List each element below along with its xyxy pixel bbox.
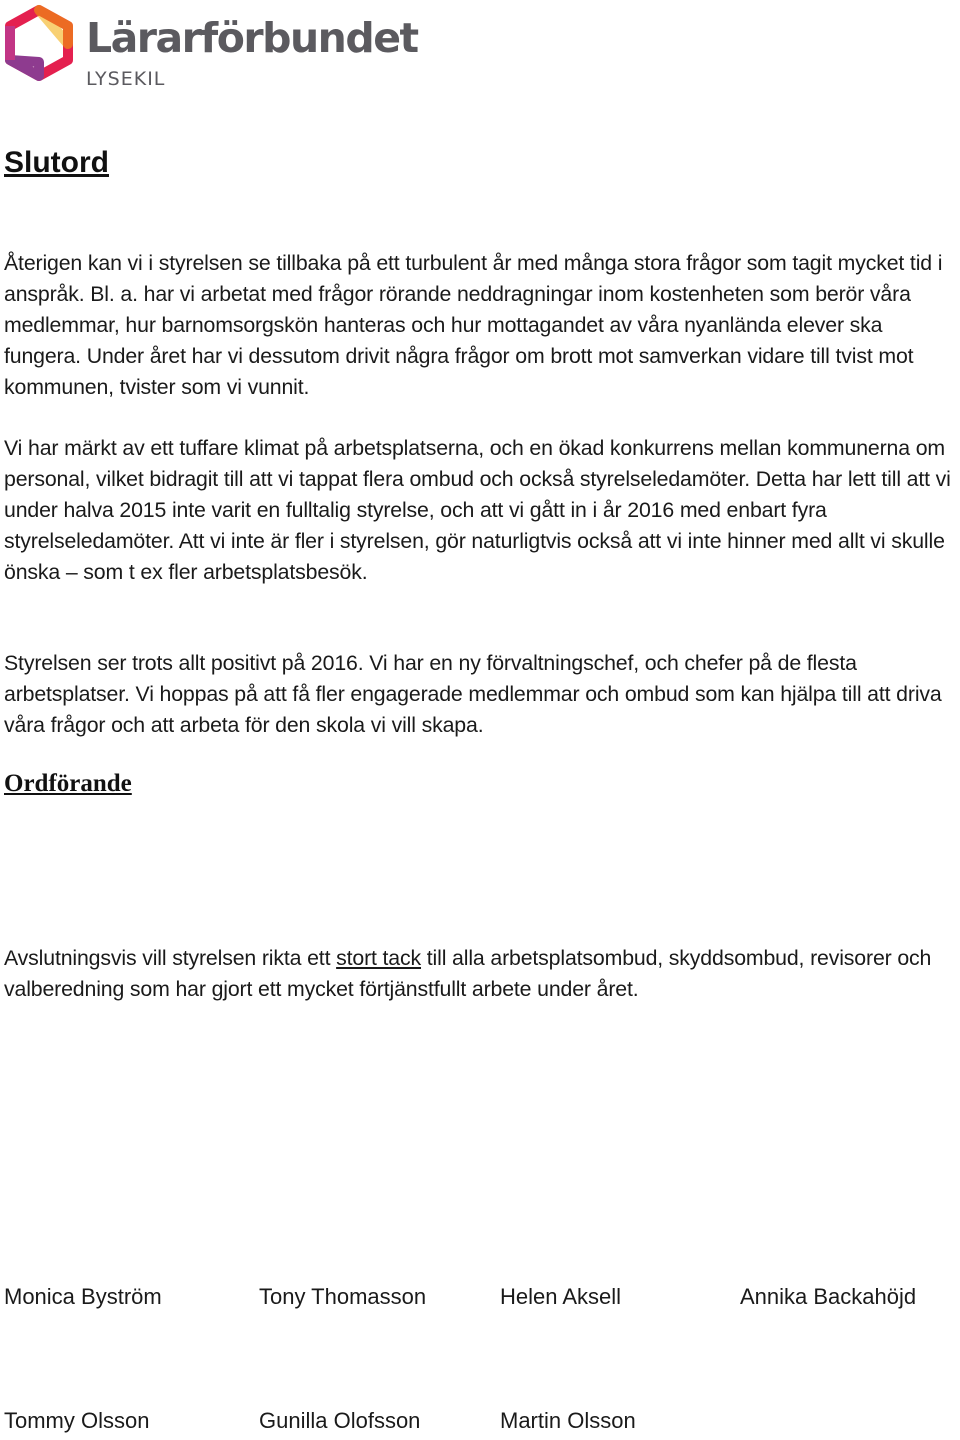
paragraph-1: Återigen kan vi i styrelsen se tillbaka på ett turbulent år med många stora frågor som tagit mycket tid i anspråk. Bl. a. har vi arbetat med frågor rörande neddragningar inom kostenheten som berör våra medlemmar, hur barnomsorgskön hanteras och hur mottagandet av våra nyanlända elever ska fungera. Under året har vi dessutom drivit några frågor om brott mot samverkan vidare till tvist mot kommunen, tvister som vi vunnit.	[4, 251, 943, 399]
hexagon-logo-icon	[4, 4, 74, 84]
paragraph-2: Vi har märkt av ett tuffare klimat på arbetsplatserna, och en ökad konkurrens mellan kommunerna om personal, vilket bidragit till att vi tappat flera ombud och också styrelseledamöter. Detta har lett till att vi under halva 2015 inte varit en fulltalig styrelse, och att vi gått in i år 2016 med enbart fyra styrelseledamöter. Att vi inte är fler i styrelsen, gör naturligtvis också att vi inte hinner med allt vi skulle önska – som t ex fler arbetsplatsbesök.	[4, 436, 951, 584]
organization-logo	[4, 4, 418, 94]
signature-name: Monica Byström	[4, 1284, 162, 1309]
signature-name: Martin Olsson	[500, 1408, 636, 1433]
signature-name: Gunilla Olofsson	[259, 1408, 421, 1433]
paragraph-4-emphasis: stort tack	[336, 946, 422, 970]
signature-name: Annika Backahöjd	[740, 1284, 917, 1309]
signature-name: Tony Thomasson	[259, 1284, 427, 1309]
logo-name: Lärarförbundet	[86, 14, 418, 62]
paragraph-4	[4, 943, 960, 1005]
paragraph-4-start: Avslutningsvis vill styrelsen rikta ett	[4, 946, 337, 970]
logo-subtitle: LYSEKIL	[86, 68, 166, 90]
paragraph-4-end: till alla arbetsplatsombud, skyddsombud, revisorer och valberedning som har gjort ett mycket förtjänstfullt arbete under året.	[4, 946, 932, 1001]
signature-name: Tommy Olsson	[4, 1408, 150, 1433]
paragraph-3: Styrelsen ser trots allt positivt på 2016. Vi har en ny förvaltningschef, och chefer på de flesta arbetsplatser. Vi hoppas på att få fler engagerade medlemmar och ombud som kan hjälpa till att driva våra frågor och att arbeta för den skola vi vill skapa.	[4, 651, 942, 737]
signature-name: Helen Aksell	[500, 1284, 622, 1309]
chair-heading: Ordförande	[4, 770, 132, 797]
page-title: Slutord	[4, 146, 109, 179]
